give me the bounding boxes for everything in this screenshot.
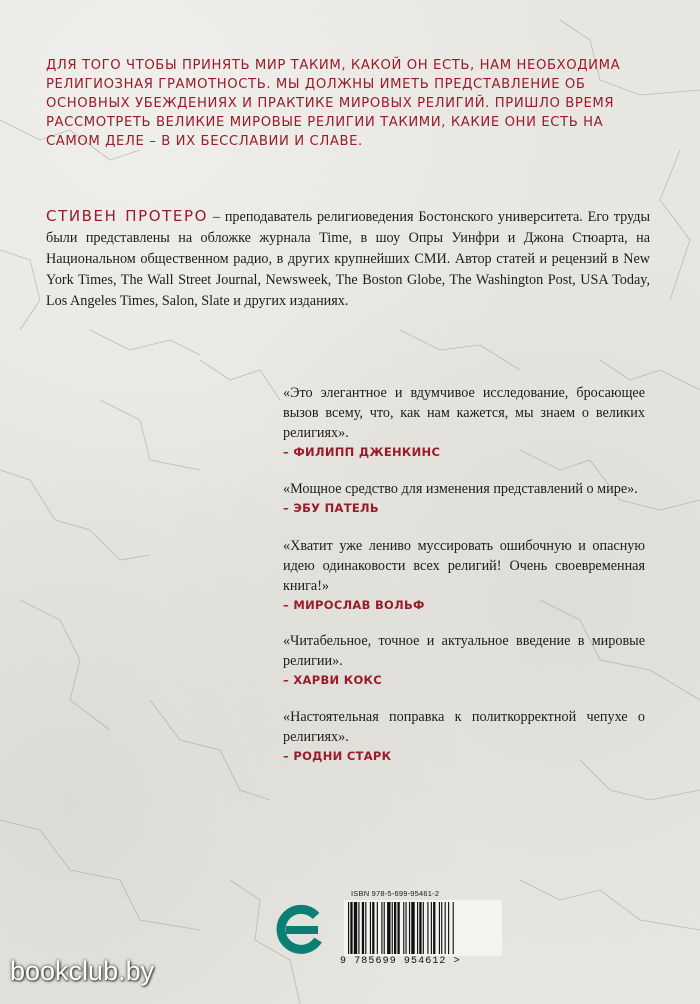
author-name: СТИВЕН ПРОТЕРО xyxy=(46,207,209,225)
barcode xyxy=(344,900,502,956)
author-bio-text: – преподаватель религиоведения Бостонского университета. Его труды были представлены на обложке журнала Time, в шоу Опры Уинфри и Джона Стюарта, на Национальном общественном радио, в других крупнейших СМИ. Автор статей и рецензий в New York Times, The Wall Street Journal, Newsweek, The Boston Globe, The Washington Post, USA Today, Los Angeles Times, Salon, Slate и других изданиях. xyxy=(46,209,650,309)
review-quote-author: – ФИЛИПП ДЖЕНКИНС xyxy=(283,445,441,459)
eksmo-logo-icon xyxy=(272,900,332,960)
review-quote xyxy=(283,479,645,515)
isbn-label: ISBN 978-5-699-95461-2 xyxy=(351,889,440,898)
review-quote-text: «Читабельное, точное и актуальное введение в мировые религии». xyxy=(283,633,645,669)
review-quote-author: – РОДНИ СТАРК xyxy=(283,749,392,763)
intro-paragraph: ДЛЯ ТОГО ЧТОБЫ ПРИНЯТЬ МИР ТАКИМ, КАКОЙ ОН ЕСТЬ, НАМ НЕОБХОДИМА РЕЛИГИОЗНАЯ ГРАМОТНОСТЬ. МЫ ДОЛЖНЫ ИМЕТЬ ПРЕДСТАВЛЕНИЕ ОБ ОСНОВНЫХ УБЕЖДЕНИЯХ И ПРАКТИКЕ МИРОВЫХ РЕЛИГИЙ. ПРИШЛО ВРЕМЯ РАССМОТРЕТЬ ВЕЛИКИЕ МИРОВЫЕ РЕЛИГИИ ТАКИМИ, КАКИЕ ОНИ ЕСТЬ НА САМОМ ДЕЛЕ – В ИХ БЕССЛАВИИ И СЛАВЕ. xyxy=(46,58,621,149)
review-quote-author: – МИРОСЛАВ ВОЛЬФ xyxy=(283,598,425,612)
review-quote-author: – ЭБУ ПАТЕЛЬ xyxy=(283,501,379,515)
review-quote xyxy=(283,536,645,612)
review-quotes xyxy=(283,383,645,763)
review-quote-text: «Хватит уже лениво муссировать ошибочную и опасную идею одинаковости всех религий! Очень своевременная книга!» xyxy=(283,538,645,594)
review-quote xyxy=(283,707,645,763)
barcode-digits: 9 785699 954612 > xyxy=(340,956,461,967)
author-bio xyxy=(46,206,650,312)
review-quote xyxy=(283,631,645,687)
review-quote-author: – ХАРВИ КОКС xyxy=(283,673,382,687)
review-quote-text: «Настоятельная поправка к политкорректной чепухе о религиях». xyxy=(283,709,645,745)
review-quote xyxy=(283,383,645,459)
review-quote-text: «Это элегантное и вдумчивое исследование, бросающее вызов всему, что, как нам кажется, мы знаем о великих религиях». xyxy=(283,385,645,441)
watermark: bookclub.by xyxy=(10,956,155,986)
review-quote-text: «Мощное средство для изменения представлений о мире». xyxy=(283,481,638,497)
